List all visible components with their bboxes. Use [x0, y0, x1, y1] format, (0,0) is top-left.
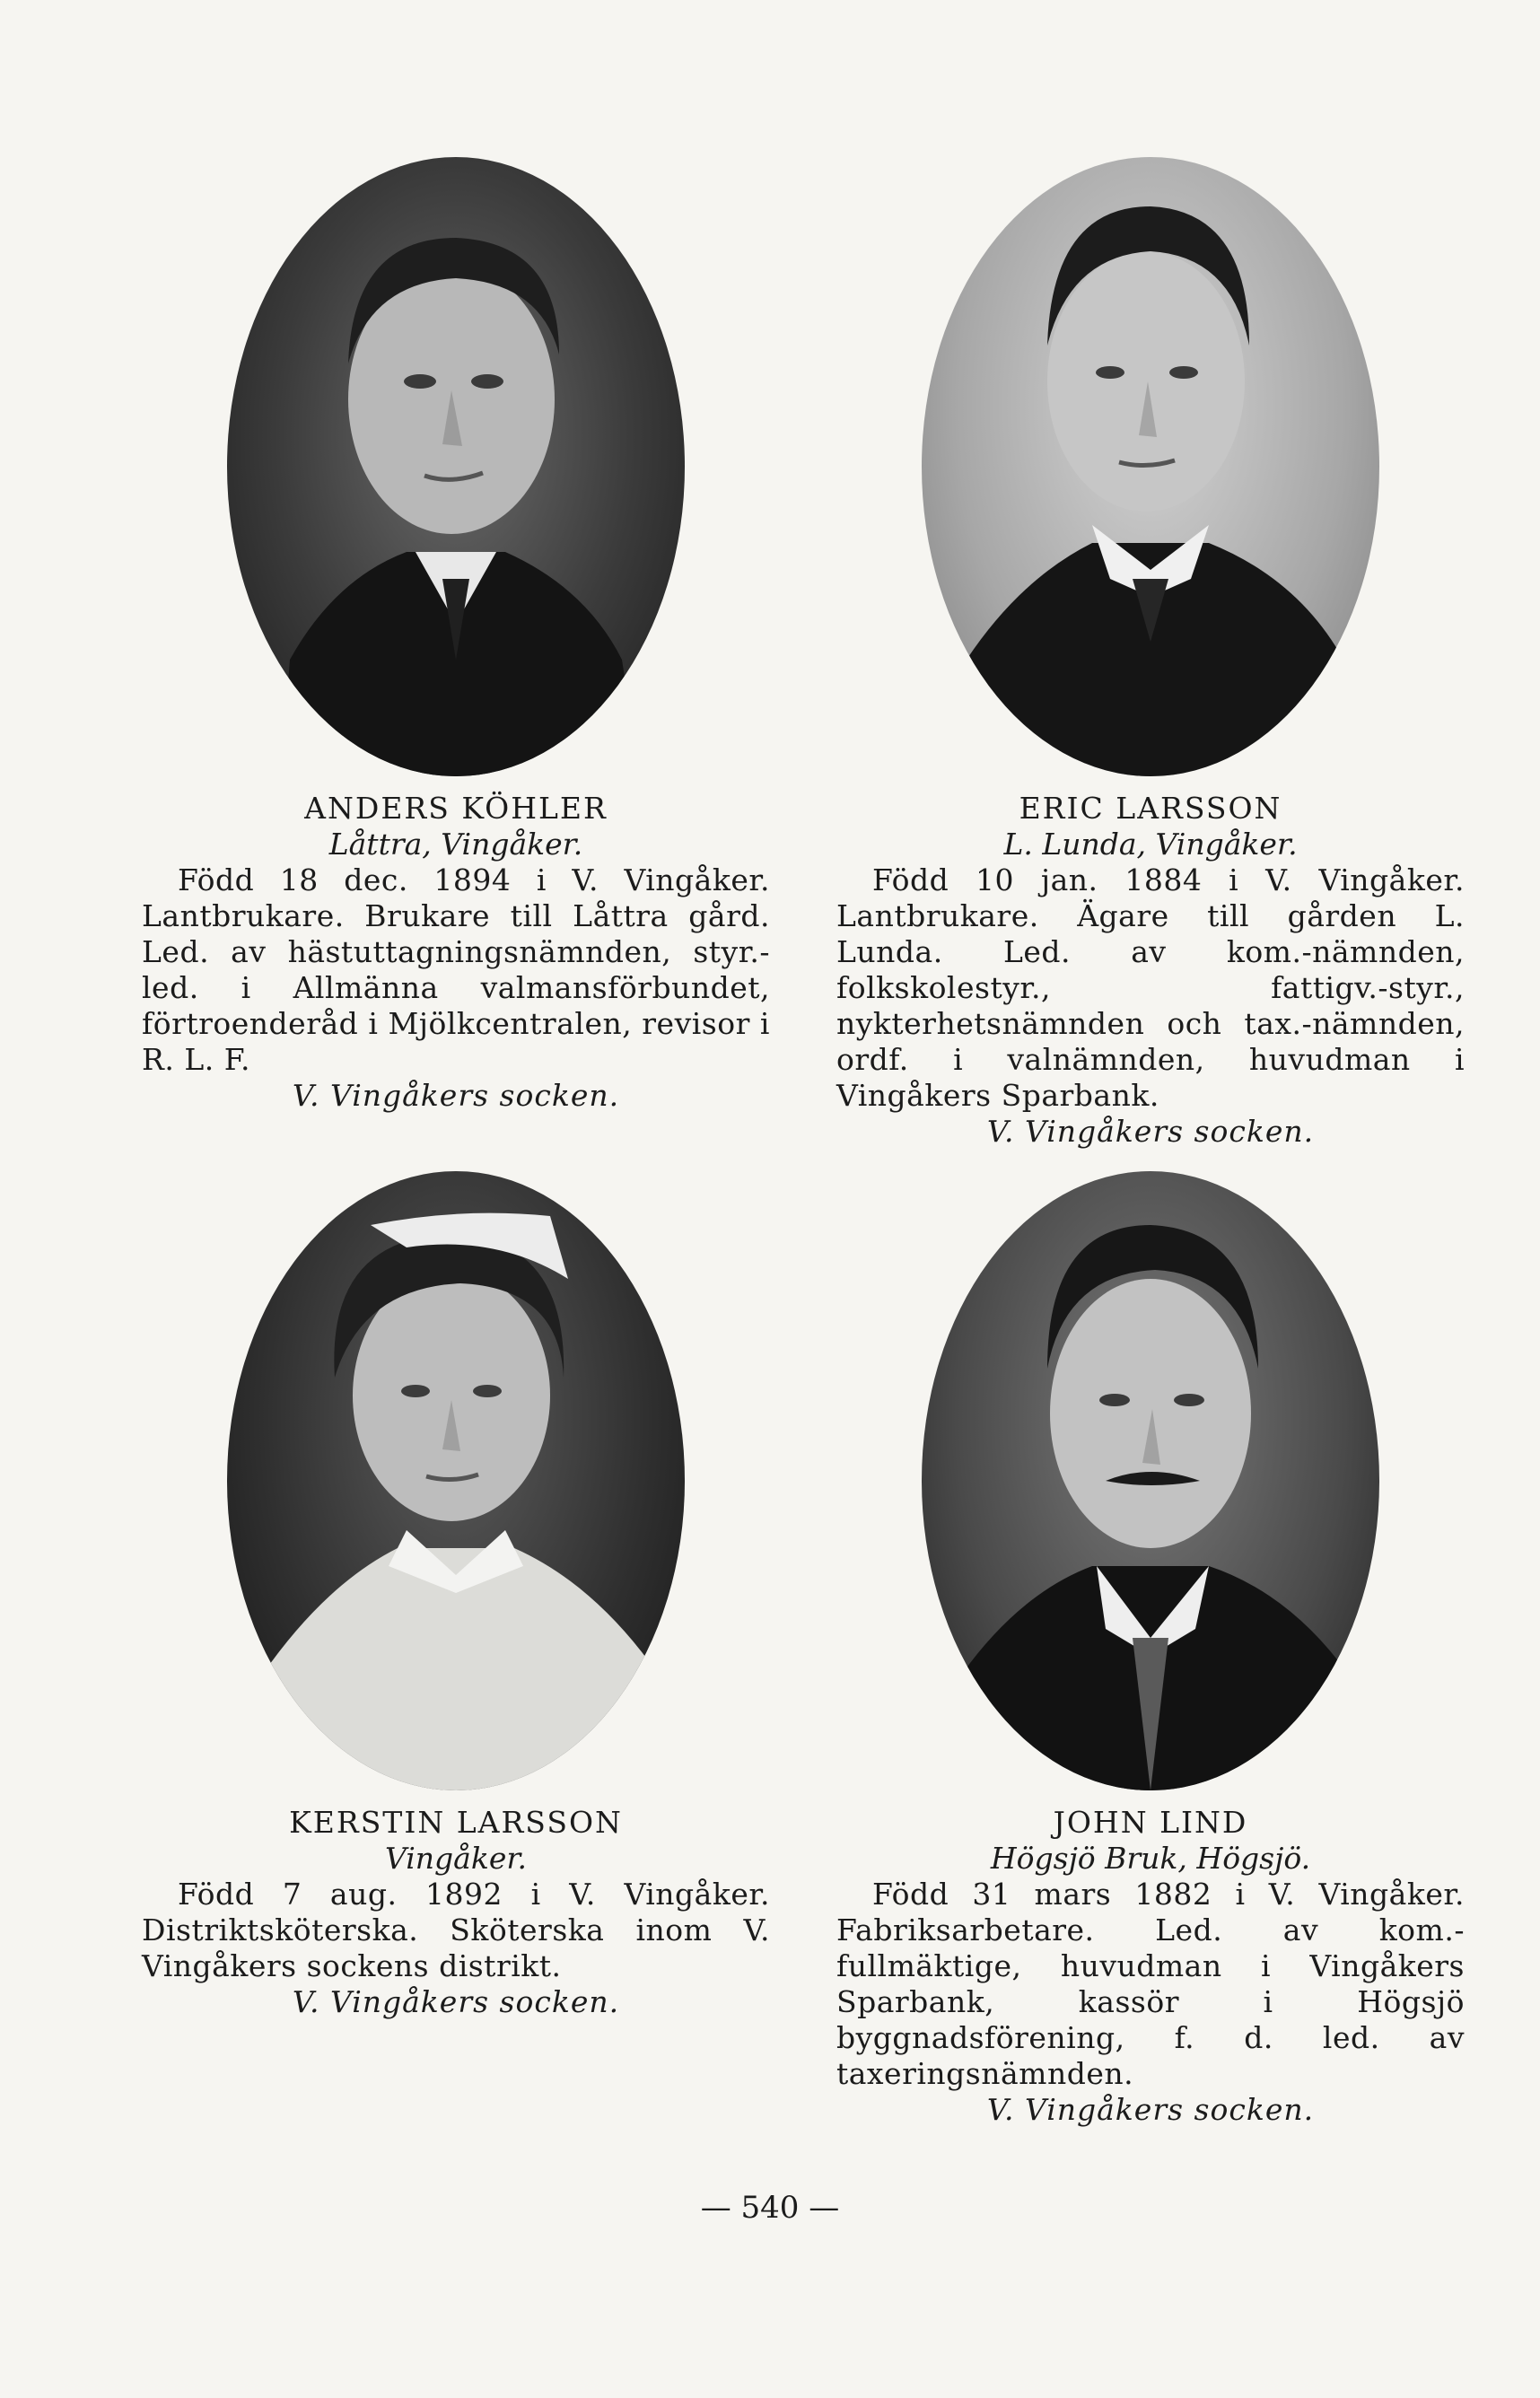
entry-eric-larsson	[827, 157, 1474, 1150]
person-parish: V. Vingåkers socken.	[292, 1984, 620, 2019]
caption	[836, 1805, 1465, 2128]
entry-anders-kohler	[133, 157, 779, 1114]
person-name: KERSTIN LARSSON	[289, 1805, 623, 1840]
portrait-photo	[922, 157, 1379, 776]
portrait-illustration	[922, 157, 1379, 776]
person-bio: Född 7 aug. 1892 i V. Vingåker. Distriktsköterska. Sköterska inom V. Vingåkers sockens distrikt.	[142, 1877, 770, 1983]
person-place: L. Lunda, Vingåker.	[1003, 827, 1298, 862]
entry-kerstin-larsson	[133, 1171, 779, 2020]
caption	[836, 791, 1465, 1150]
portrait-illustration	[227, 1171, 685, 1790]
person-place: Vingåker.	[384, 1841, 528, 1876]
person-name: ERIC LARSSON	[1019, 791, 1282, 826]
portrait-photo	[227, 1171, 685, 1790]
person-bio: Född 10 jan. 1884 i V. Vingåker. Lantbrukare. Ägare till gården L. Lunda. Led. av kom.-nämnden, folkskolestyr., fattigv.-styr., nykterhetsnämnden och tax.-nämnden, ordf. i valnämnden, huvudman i Vingåkers Sparbank.	[836, 862, 1465, 1113]
portrait-photo	[227, 157, 685, 776]
caption	[142, 1805, 770, 2020]
person-bio: Född 18 dec. 1894 i V. Vingåker. Lantbrukare. Brukare till Låttra gård. Led. av hästuttagningsnämnden, styr.-led. i Allmänna valmansförbundet, förtroenderåd i Mjölkcentralen, revisor i R. L. F.	[142, 862, 770, 1077]
portrait-photo	[922, 1171, 1379, 1790]
page-number: — 540 —	[700, 2190, 840, 2226]
person-bio: Född 31 mars 1882 i V. Vingåker. Fabriksarbetare. Led. av kom.-fullmäktige, huvudman i Vingåkers Sparbank, kassör i Högsjö byggnadsförening, f. d. led. av taxeringsnämnden.	[836, 1877, 1465, 2091]
person-place: Högsjö Bruk, Högsjö.	[990, 1841, 1311, 1876]
person-parish: V. Vingåkers socken.	[292, 1078, 620, 1113]
person-parish: V. Vingåkers socken.	[986, 1114, 1315, 1149]
person-parish: V. Vingåkers socken.	[986, 2092, 1315, 2127]
person-name: ANDERS KÖHLER	[304, 791, 608, 826]
person-place: Låttra, Vingåker.	[328, 827, 583, 862]
person-name: JOHN LIND	[1053, 1805, 1248, 1840]
portrait-illustration	[922, 1171, 1379, 1790]
entry-john-lind	[827, 1171, 1474, 2128]
portrait-illustration	[227, 157, 685, 776]
caption	[142, 791, 770, 1114]
